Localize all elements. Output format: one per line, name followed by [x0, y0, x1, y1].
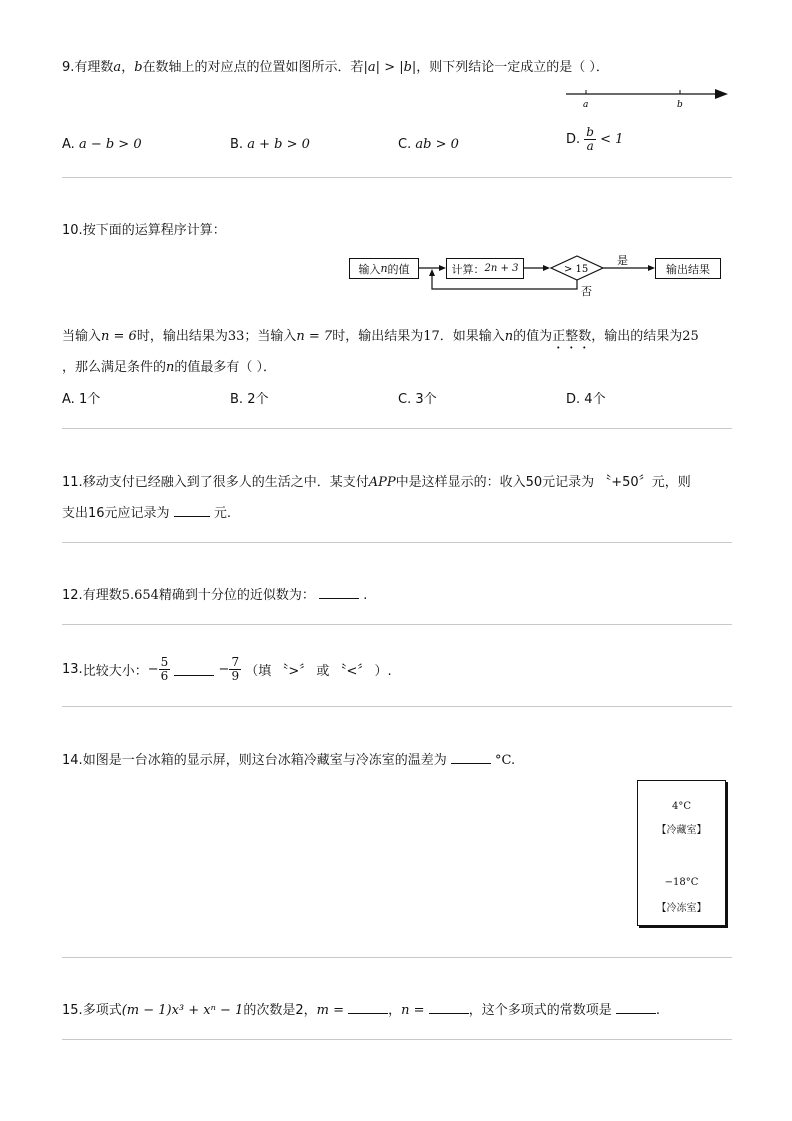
option-text: 3个 — [415, 392, 437, 407]
q10-text: ．如果输入 — [439, 329, 505, 344]
option-expr: < 1 — [600, 132, 624, 147]
question-number: 9. — [62, 60, 75, 75]
q10-option-b[interactable] — [230, 388, 268, 407]
q10-text: 的值最多有（ ）． — [174, 360, 277, 375]
q15-text: . — [655, 1003, 660, 1018]
minus-sign: − — [218, 662, 230, 677]
divider — [62, 542, 732, 543]
fridge-temp-upper: 4°C — [671, 801, 691, 812]
divider — [62, 177, 732, 178]
q14-unit: °C. — [494, 753, 516, 768]
q10-number: 33 — [227, 329, 245, 344]
arrow-loop-back — [432, 272, 577, 289]
q10-math: n = 7 — [296, 329, 333, 344]
q12-text: . — [363, 588, 368, 603]
question-number: 15. — [62, 1003, 83, 1018]
divider — [62, 624, 732, 625]
q10-math: n — [166, 360, 175, 375]
fridge-display — [637, 780, 726, 926]
option-expr: ab > 0 — [415, 137, 459, 152]
q10-text: 时，输出结果为 — [332, 329, 424, 344]
flow-var: n — [380, 262, 388, 275]
answer-blank-n[interactable] — [429, 1002, 469, 1014]
q9-var-a: a — [113, 60, 122, 75]
q10-text: 当输入 — [62, 329, 102, 344]
option-label: A. — [62, 137, 75, 152]
q9-option-d[interactable] — [566, 126, 623, 153]
flow-output-box — [655, 258, 721, 279]
q9-condition: |a| > |b| — [363, 60, 417, 75]
q10-line1 — [62, 325, 699, 352]
option-label: A. — [62, 392, 75, 407]
q15-text: ， — [388, 1003, 402, 1018]
q13-text: 比较大小： — [82, 664, 148, 679]
fraction-den: a — [586, 139, 594, 153]
q10-text: 时，输出结果为 — [136, 329, 228, 344]
q9-text: 有理数 — [74, 60, 114, 75]
q11-line1 — [62, 471, 691, 490]
fridge-label-lower: 【冷冻室】 — [656, 903, 707, 914]
flow-text: 输出结果 — [666, 262, 710, 276]
question-number: 12. — [62, 588, 83, 603]
q15-m-eq: m = — [316, 1003, 344, 1018]
q15-text: 多项式 — [82, 1003, 122, 1018]
q10-option-c[interactable] — [398, 388, 437, 407]
fraction-b-over-a — [584, 126, 596, 153]
fraction-7-9 — [229, 656, 241, 683]
fridge-temp-lower: −18°C — [664, 877, 699, 888]
q11-text: 移动支付已经融入到了很多人的生活之中．某支付 — [82, 475, 369, 490]
q10-stem — [62, 219, 226, 238]
divider — [62, 706, 732, 707]
minus-sign: − — [147, 662, 159, 677]
fraction-5-6 — [159, 656, 171, 683]
arrow-head-icon — [543, 265, 550, 271]
fridge-label-upper: 【冷藏室】 — [656, 825, 707, 836]
option-text: 2个 — [247, 392, 269, 407]
divider — [62, 1039, 732, 1040]
question-number: 13. — [62, 662, 83, 677]
divider — [62, 428, 732, 429]
option-text: 1个 — [78, 392, 101, 407]
answer-blank[interactable] — [319, 587, 359, 599]
flow-expr: 2n + 3 — [484, 263, 519, 274]
q9-var-b: b — [134, 60, 143, 75]
q11-line2 — [62, 502, 231, 521]
q9-text: ，则下列结论一定成立的是（ ）． — [416, 60, 609, 75]
q10-option-d[interactable] — [566, 388, 606, 407]
q13-stem — [62, 656, 392, 683]
option-label: C. — [398, 137, 412, 152]
q12-text: 精确到十分位的近似数为： — [158, 588, 315, 603]
q10-text: 按下面的运算程序计算： — [82, 223, 226, 238]
fraction-num: 7 — [231, 655, 240, 669]
q10-number: 25 — [682, 329, 699, 344]
q11-text: 支出16元应记录为 — [62, 506, 170, 521]
option-expr: a − b > 0 — [78, 137, 142, 152]
flow-text: 计算： — [451, 262, 485, 276]
question-number: 14. — [62, 753, 83, 768]
q13-text: （填 〝>〞 或 〝<〞 ）. — [245, 664, 392, 679]
answer-blank[interactable] — [174, 664, 214, 676]
q12-value: 5.654 — [121, 588, 159, 603]
fraction-den: 9 — [231, 669, 240, 683]
q12-text: 有理数 — [82, 588, 122, 603]
fraction-den: 6 — [160, 669, 169, 683]
question-number: 10. — [62, 223, 83, 238]
q14-stem — [62, 749, 515, 768]
q15-text: ，这个多项式的常数项是 — [468, 1003, 612, 1018]
q9-text: 在数轴上的对应点的位置如图所示．若 — [142, 60, 364, 75]
flow-yes-label: 是 — [617, 254, 628, 267]
q10-line2 — [62, 356, 276, 375]
answer-blank-m[interactable] — [348, 1002, 388, 1014]
q15-n-eq: n = — [401, 1003, 425, 1018]
flow-decision-text: > 15 — [564, 264, 589, 275]
option-expr: a + b > 0 — [247, 137, 310, 152]
emphasis-text: 正整数 — [552, 329, 592, 344]
q9-text: ， — [121, 60, 135, 75]
option-label: B. — [230, 392, 244, 407]
flow-text: 输入 — [358, 262, 381, 276]
question-number: 11. — [62, 475, 83, 490]
q10-text: 的值为 — [513, 329, 553, 344]
option-label: D. — [566, 392, 581, 407]
q9-stem — [62, 56, 609, 75]
q11-app: APP — [368, 475, 396, 490]
q9-option-a[interactable] — [62, 137, 142, 152]
q10-math: n — [504, 329, 514, 344]
q10-text: ；当输入 — [244, 329, 297, 344]
arrow-head-icon — [648, 265, 655, 271]
option-text: 4个 — [584, 392, 606, 407]
option-label: C. — [398, 392, 412, 407]
q9-option-b[interactable] — [230, 137, 310, 152]
q10-option-a[interactable] — [62, 388, 100, 407]
option-label: D. — [566, 132, 581, 147]
q15-polynomial: (m − 1)x³ + xⁿ − 1 — [121, 1003, 244, 1018]
q12-stem — [62, 584, 367, 603]
option-label: B. — [230, 137, 244, 152]
fraction-num: b — [586, 125, 594, 139]
q11-text: 中是这样显示的：收入50元记录为 〝+50〞元，则 — [395, 475, 691, 490]
arrow-head-icon — [439, 265, 446, 271]
q10-text: ，那么满足条件的 — [62, 360, 167, 375]
q10-number: 17 — [423, 329, 440, 344]
q11-text: 元. — [213, 506, 231, 521]
number-line-figure — [560, 86, 732, 112]
flow-text: 的值 — [387, 262, 410, 276]
answer-blank-constant[interactable] — [616, 1002, 656, 1014]
answer-blank[interactable] — [174, 505, 210, 517]
q14-text: 如图是一台冰箱的显示屏，则这台冰箱冷藏室与冷冻室的温差为 — [82, 753, 447, 768]
fraction-num: 5 — [160, 655, 169, 669]
divider — [62, 957, 732, 958]
arrow-head-icon — [429, 269, 435, 276]
q10-math: n = 6 — [101, 329, 137, 344]
axis-label-a: a — [583, 100, 589, 110]
arrow-right-icon — [715, 89, 728, 99]
axis-label-b: b — [677, 100, 683, 110]
flow-no-label: 否 — [581, 285, 592, 298]
q10-text: ，输出的结果为 — [591, 329, 683, 344]
answer-blank[interactable] — [451, 752, 491, 764]
q15-text: 的次数是2， — [243, 1003, 317, 1018]
q9-option-c[interactable] — [398, 137, 459, 152]
q15-stem — [62, 999, 660, 1018]
